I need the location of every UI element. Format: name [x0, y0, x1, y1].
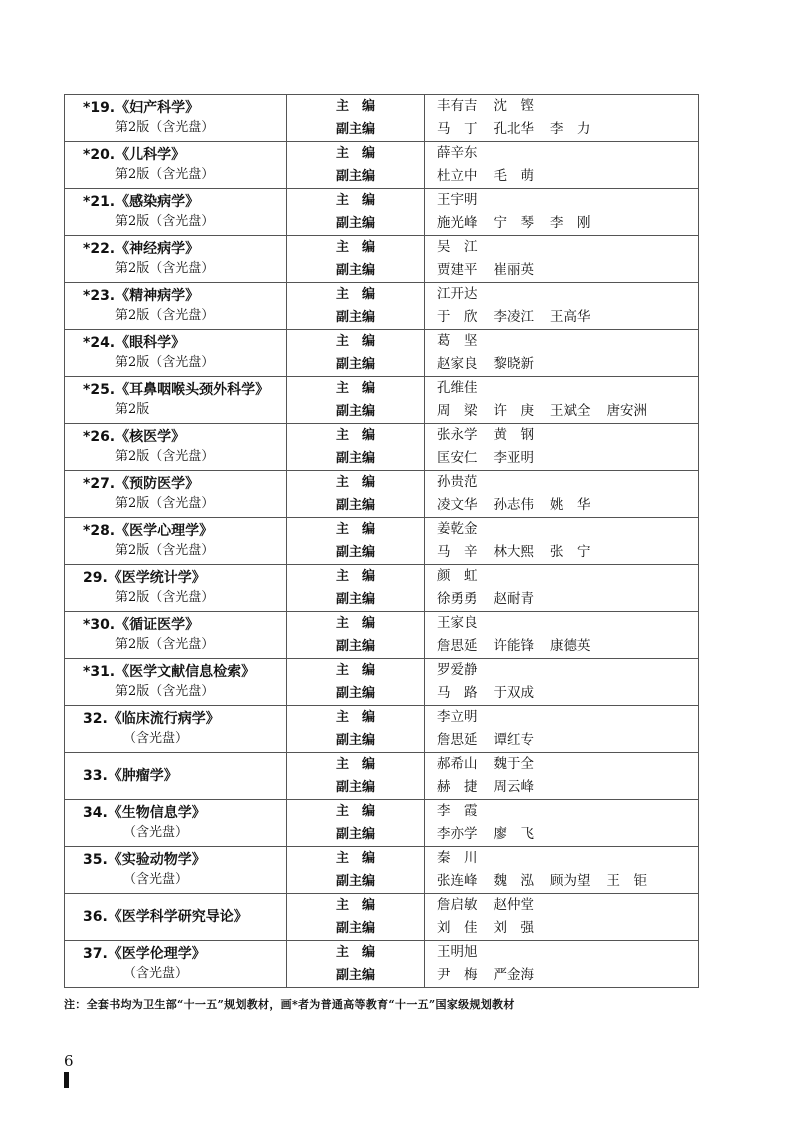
chief-editor-names [437, 330, 698, 353]
deputy-editor-label: 副主编 [335, 216, 375, 231]
book-title-cell [65, 894, 287, 941]
table-row [65, 142, 699, 189]
role-cell [287, 95, 425, 142]
editor-name: 颜 虹 [437, 568, 478, 584]
table-row [65, 330, 699, 377]
book-title-cell [65, 612, 287, 659]
book-title: 35.《实验动物学》 [83, 852, 206, 868]
editor-name: 马 路 [437, 685, 478, 701]
editor-name: 吴 江 [437, 239, 478, 255]
editor-names-cell [425, 283, 699, 330]
book-edition: 第2版（含光盘） [115, 214, 215, 229]
editor-name: 施光峰 [437, 215, 478, 231]
book-edition: 第2版 [115, 402, 150, 417]
deputy-editor-names [437, 635, 698, 658]
footnote: 注：全套书均为卫生部“十一五”规划教材，画*者为普通高等教育“十一五”国家级规划教材 [64, 998, 515, 1011]
chief-editor-label: 主 编 [335, 287, 375, 302]
editor-names-cell [425, 518, 699, 565]
deputy-editor-label: 副主编 [335, 122, 375, 137]
book-edition: 第2版（含光盘） [115, 167, 215, 182]
editor-names-cell [425, 612, 699, 659]
editor-name: 黎晓新 [493, 356, 534, 372]
deputy-editor-names [437, 447, 698, 470]
deputy-editor-label: 副主编 [335, 545, 375, 560]
editor-name: 康德英 [550, 638, 591, 654]
editor-name: 郝希山 [437, 756, 478, 772]
chief-editor-names [437, 95, 698, 118]
table-row [65, 894, 699, 941]
table-row [65, 471, 699, 518]
role-cell [287, 283, 425, 330]
deputy-editor-names [437, 870, 698, 893]
editor-names-cell [425, 706, 699, 753]
editor-name: 谭红专 [493, 732, 534, 748]
book-title-cell [65, 847, 287, 894]
role-cell [287, 800, 425, 847]
deputy-editor-label: 副主编 [335, 874, 375, 889]
deputy-editor-names [437, 964, 698, 987]
table-row [65, 236, 699, 283]
editor-name: 王高华 [550, 309, 591, 325]
table-row [65, 424, 699, 471]
editor-name: 魏 泓 [493, 873, 534, 889]
book-edition: 第2版（含光盘） [115, 496, 215, 511]
role-cell [287, 941, 425, 988]
chief-editor-names [437, 659, 698, 682]
chief-editor-names [437, 706, 698, 729]
book-title-cell [65, 471, 287, 518]
editor-name: 顾为望 [550, 873, 591, 889]
book-edition: 第2版（含光盘） [115, 261, 215, 276]
deputy-editor-names [437, 165, 698, 188]
table-row [65, 612, 699, 659]
editor-name: 林大熙 [493, 544, 534, 560]
role-cell [287, 142, 425, 189]
book-title-cell [65, 283, 287, 330]
chief-editor-label: 主 编 [335, 240, 375, 255]
editor-name: 许 庚 [493, 403, 534, 419]
deputy-editor-label: 副主编 [335, 827, 375, 842]
deputy-editor-names [437, 259, 698, 282]
editor-name: 丰有吉 [437, 98, 478, 114]
role-cell [287, 377, 425, 424]
table-row [65, 800, 699, 847]
editor-name: 马 丁 [437, 121, 478, 137]
deputy-editor-label: 副主编 [335, 780, 375, 795]
table-row [65, 659, 699, 706]
book-title-cell [65, 565, 287, 612]
book-edition: 第2版（含光盘） [115, 543, 215, 558]
book-title-cell [65, 706, 287, 753]
table-row [65, 95, 699, 142]
deputy-editor-names [437, 682, 698, 705]
editor-names-cell [425, 95, 699, 142]
deputy-editor-names [437, 400, 698, 423]
editor-name: 王斌全 [550, 403, 591, 419]
chief-editor-label: 主 编 [335, 381, 375, 396]
editor-name: 詹启敏 [437, 897, 478, 913]
deputy-editor-label: 副主编 [335, 263, 375, 278]
deputy-editor-names [437, 212, 698, 235]
role-cell [287, 659, 425, 706]
editor-names-cell [425, 565, 699, 612]
deputy-editor-label: 副主编 [335, 639, 375, 654]
chief-editor-label: 主 编 [335, 851, 375, 866]
table-row [65, 518, 699, 565]
deputy-editor-names [437, 306, 698, 329]
book-edition: 第2版（含光盘） [115, 308, 215, 323]
book-title-cell [65, 330, 287, 377]
book-edition: 第2版（含光盘） [115, 355, 215, 370]
editor-name: 赵家良 [437, 356, 478, 372]
editor-names-cell [425, 330, 699, 377]
deputy-editor-names [437, 118, 698, 141]
chief-editor-label: 主 编 [335, 522, 375, 537]
editor-name: 崔丽英 [493, 262, 534, 278]
editor-names-cell [425, 753, 699, 800]
chief-editor-names [437, 283, 698, 306]
editor-name: 孙志伟 [493, 497, 534, 513]
table-row [65, 706, 699, 753]
book-edition: 第2版（含光盘） [115, 684, 215, 699]
editor-name: 王明旭 [437, 944, 478, 960]
deputy-editor-label: 副主编 [335, 169, 375, 184]
chief-editor-label: 主 编 [335, 757, 375, 772]
role-cell [287, 424, 425, 471]
editor-name: 江开达 [437, 286, 478, 302]
chief-editor-names [437, 236, 698, 259]
deputy-editor-label: 副主编 [335, 310, 375, 325]
book-title: *27.《预防医学》 [83, 476, 200, 492]
editor-name: 杜立中 [437, 168, 478, 184]
editor-names-cell [425, 471, 699, 518]
role-cell [287, 471, 425, 518]
editor-name: 于双成 [493, 685, 534, 701]
book-title: 32.《临床流行病学》 [83, 711, 220, 727]
editor-name: 李凌江 [493, 309, 534, 325]
editor-name: 秦 川 [437, 850, 478, 866]
role-cell [287, 847, 425, 894]
textbook-editor-table [64, 94, 699, 988]
editor-name: 严金海 [493, 967, 534, 983]
editor-names-cell [425, 941, 699, 988]
editor-name: 李 力 [550, 121, 591, 137]
deputy-editor-names [437, 729, 698, 752]
book-title: *30.《循证医学》 [83, 617, 200, 633]
book-title: *25.《耳鼻咽喉头颈外科学》 [83, 382, 270, 398]
book-edition: 第2版（含光盘） [115, 120, 215, 135]
editor-name: 李 霞 [437, 803, 478, 819]
table-body [65, 95, 699, 988]
book-title: *20.《儿科学》 [83, 147, 186, 163]
book-title-cell [65, 142, 287, 189]
deputy-editor-label: 副主编 [335, 404, 375, 419]
book-title: *28.《医学心理学》 [83, 523, 214, 539]
editor-name: 徐勇勇 [437, 591, 478, 607]
chief-editor-names [437, 941, 698, 964]
chief-editor-label: 主 编 [335, 99, 375, 114]
table-row [65, 283, 699, 330]
role-cell [287, 612, 425, 659]
editor-name: 赵仲堂 [493, 897, 534, 913]
role-cell [287, 565, 425, 612]
role-cell [287, 894, 425, 941]
chief-editor-names [437, 424, 698, 447]
book-title: *26.《核医学》 [83, 429, 186, 445]
editor-names-cell [425, 847, 699, 894]
book-title-cell [65, 95, 287, 142]
editor-name: 于 欣 [437, 309, 478, 325]
book-title: 36.《医学科学研究导论》 [83, 909, 248, 925]
book-edition: 第2版（含光盘） [115, 637, 215, 652]
editor-name: 尹 梅 [437, 967, 478, 983]
role-cell [287, 518, 425, 565]
book-title: 29.《医学统计学》 [83, 570, 206, 586]
editor-name: 贾建平 [437, 262, 478, 278]
role-cell [287, 753, 425, 800]
editor-name: 刘 佳 [437, 920, 478, 936]
book-title-cell [65, 753, 287, 800]
role-cell [287, 236, 425, 283]
book-edition: 第2版（含光盘） [115, 590, 215, 605]
deputy-editor-label: 副主编 [335, 686, 375, 701]
table-row [65, 941, 699, 988]
editor-name: 姚 华 [550, 497, 591, 513]
editor-name: 周 梁 [437, 403, 478, 419]
book-title-cell [65, 941, 287, 988]
chief-editor-names [437, 377, 698, 400]
editor-name: 李立明 [437, 709, 478, 725]
editor-name: 毛 萌 [493, 168, 534, 184]
deputy-editor-label: 副主编 [335, 592, 375, 607]
deputy-editor-label: 副主编 [335, 451, 375, 466]
chief-editor-label: 主 编 [335, 945, 375, 960]
chief-editor-names [437, 189, 698, 212]
editor-name: 许能锋 [493, 638, 534, 654]
chief-editor-label: 主 编 [335, 334, 375, 349]
book-title-cell [65, 518, 287, 565]
editor-name: 沈 铿 [493, 98, 534, 114]
book-title-cell [65, 800, 287, 847]
editor-name: 匡安仁 [437, 450, 478, 466]
editor-name: 张永学 [437, 427, 478, 443]
deputy-editor-names [437, 494, 698, 517]
editor-name: 王 钜 [606, 873, 647, 889]
editor-name: 宁 琴 [493, 215, 534, 231]
chief-editor-names [437, 142, 698, 165]
book-title-cell [65, 659, 287, 706]
editor-name: 罗爱静 [437, 662, 478, 678]
editor-names-cell [425, 894, 699, 941]
chief-editor-label: 主 编 [335, 569, 375, 584]
chief-editor-label: 主 编 [335, 804, 375, 819]
editor-name: 薛辛东 [437, 145, 478, 161]
editor-name: 李亚明 [493, 450, 534, 466]
deputy-editor-label: 副主编 [335, 498, 375, 513]
editor-name: 李亦学 [437, 826, 478, 842]
deputy-editor-label: 副主编 [335, 968, 375, 983]
editor-names-cell [425, 189, 699, 236]
book-edition: （含光盘） [123, 966, 189, 981]
book-title: 33.《肿瘤学》 [83, 768, 178, 784]
editor-names-cell [425, 800, 699, 847]
chief-editor-names [437, 565, 698, 588]
chief-editor-label: 主 编 [335, 475, 375, 490]
book-title-cell [65, 189, 287, 236]
chief-editor-names [437, 518, 698, 541]
book-edition: （含光盘） [123, 872, 189, 887]
chief-editor-names [437, 753, 698, 776]
chief-editor-names [437, 894, 698, 917]
editor-name: 唐安洲 [606, 403, 647, 419]
deputy-editor-names [437, 917, 698, 940]
editor-name: 葛 坚 [437, 333, 478, 349]
chief-editor-label: 主 编 [335, 663, 375, 678]
editor-name: 姜乾金 [437, 521, 478, 537]
book-title: *22.《神经病学》 [83, 241, 200, 257]
deputy-editor-names [437, 541, 698, 564]
deputy-editor-label: 副主编 [335, 733, 375, 748]
editor-names-cell [425, 142, 699, 189]
editor-name: 詹思延 [437, 638, 478, 654]
book-title: *19.《妇产科学》 [83, 100, 200, 116]
editor-name: 詹思延 [437, 732, 478, 748]
book-title: *31.《医学文献信息检索》 [83, 664, 256, 680]
book-title-cell [65, 424, 287, 471]
chief-editor-names [437, 800, 698, 823]
role-cell [287, 189, 425, 236]
editor-name: 孙贵范 [437, 474, 478, 490]
editor-name: 黄 钢 [493, 427, 534, 443]
editor-name: 李 刚 [550, 215, 591, 231]
table-row [65, 377, 699, 424]
book-title-cell [65, 377, 287, 424]
editor-name: 刘 强 [493, 920, 534, 936]
book-title: 37.《医学伦理学》 [83, 946, 206, 962]
editor-names-cell [425, 236, 699, 283]
page-number: 6 [64, 1052, 74, 1070]
editor-name: 廖 飞 [493, 826, 534, 842]
editor-name: 王家良 [437, 615, 478, 631]
chief-editor-label: 主 编 [335, 193, 375, 208]
table-row [65, 847, 699, 894]
chief-editor-label: 主 编 [335, 898, 375, 913]
role-cell [287, 706, 425, 753]
table-row [65, 565, 699, 612]
deputy-editor-label: 副主编 [335, 357, 375, 372]
book-edition: （含光盘） [123, 825, 189, 840]
editor-name: 凌文华 [437, 497, 478, 513]
role-cell [287, 330, 425, 377]
editor-name: 孔维佳 [437, 380, 478, 396]
page-marker-bar [64, 1072, 69, 1088]
chief-editor-label: 主 编 [335, 146, 375, 161]
chief-editor-label: 主 编 [335, 428, 375, 443]
chief-editor-label: 主 编 [335, 710, 375, 725]
editor-name: 周云峰 [493, 779, 534, 795]
deputy-editor-names [437, 776, 698, 799]
chief-editor-names [437, 612, 698, 635]
chief-editor-label: 主 编 [335, 616, 375, 631]
editor-name: 张连峰 [437, 873, 478, 889]
book-title: 34.《生物信息学》 [83, 805, 206, 821]
book-edition: 第2版（含光盘） [115, 449, 215, 464]
deputy-editor-names [437, 823, 698, 846]
book-title: *21.《感染病学》 [83, 194, 200, 210]
editor-names-cell [425, 377, 699, 424]
editor-name: 魏于全 [493, 756, 534, 772]
book-edition: （含光盘） [123, 731, 189, 746]
table-row [65, 753, 699, 800]
editor-name: 赵耐青 [493, 591, 534, 607]
editor-name: 张 宁 [550, 544, 591, 560]
table-row [65, 189, 699, 236]
deputy-editor-label: 副主编 [335, 921, 375, 936]
chief-editor-names [437, 847, 698, 870]
editor-names-cell [425, 424, 699, 471]
editor-name: 孔北华 [493, 121, 534, 137]
deputy-editor-names [437, 353, 698, 376]
book-title-cell [65, 236, 287, 283]
editor-name: 马 辛 [437, 544, 478, 560]
book-title: *24.《眼科学》 [83, 335, 186, 351]
chief-editor-names [437, 471, 698, 494]
editor-name: 赫 捷 [437, 779, 478, 795]
editor-names-cell [425, 659, 699, 706]
book-title: *23.《精神病学》 [83, 288, 200, 304]
deputy-editor-names [437, 588, 698, 611]
editor-name: 王宇明 [437, 192, 478, 208]
